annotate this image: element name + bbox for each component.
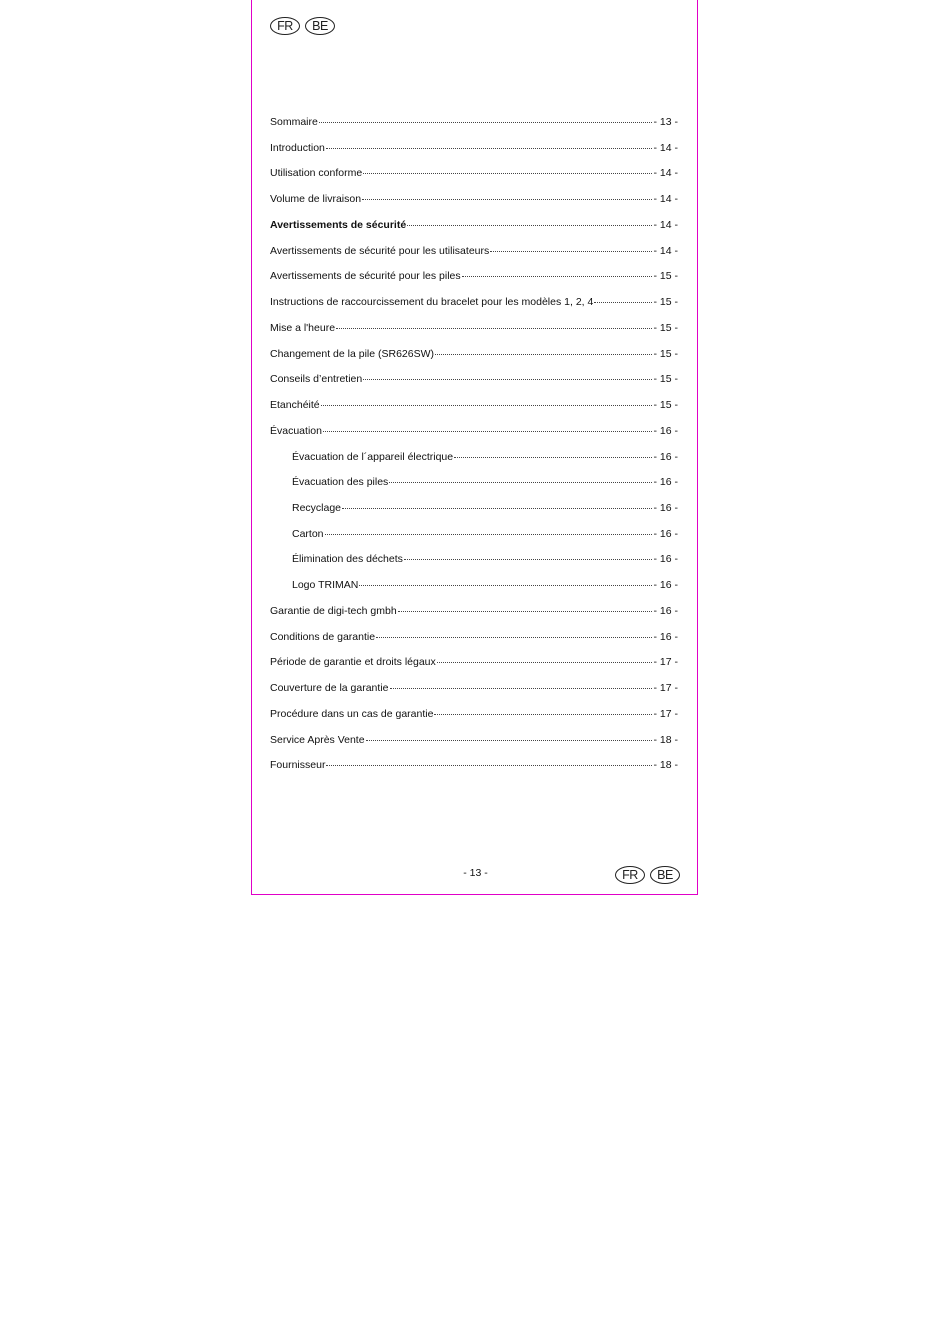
toc-entry[interactable]	[270, 631, 678, 657]
toc-dot-leader	[389, 482, 652, 483]
toc-entry-title: Recyclage	[292, 502, 342, 515]
toc-entry[interactable]	[270, 399, 678, 425]
toc-entry-title: Évacuation des piles	[292, 476, 389, 489]
toc-dot-leader	[398, 611, 653, 612]
toc-dot-leader	[437, 662, 653, 663]
toc-entry-title: Service Après Vente	[270, 733, 365, 746]
toc-entry-title: Période de garantie et droits légaux	[270, 656, 436, 669]
toc-entry-page: - 17 -	[653, 682, 678, 695]
toc-entry-title: Évacuation de l´appareil électrique	[292, 450, 454, 463]
toc-entry-page: - 16 -	[653, 450, 678, 463]
toc-dot-leader	[490, 251, 652, 252]
toc-entry-page: - 16 -	[653, 476, 678, 489]
toc-entry-page: - 18 -	[653, 733, 678, 746]
toc-entry-title: Changement de la pile (SR626SW)	[270, 347, 435, 360]
toc-entry-page: - 14 -	[653, 218, 678, 231]
toc-entry-title: Etanchéité	[270, 399, 320, 412]
toc-dot-leader	[594, 302, 652, 303]
toc-dot-leader	[454, 457, 652, 458]
toc-entry[interactable]	[270, 425, 678, 451]
toc-entry[interactable]	[270, 245, 678, 271]
toc-dot-leader	[326, 765, 652, 766]
toc-entry-page: - 16 -	[653, 579, 678, 592]
toc-entry-page: - 15 -	[653, 347, 678, 360]
toc-entry-page: - 16 -	[653, 553, 678, 566]
toc-entry-page: - 15 -	[653, 270, 678, 283]
toc-entry[interactable]	[270, 193, 678, 219]
toc-entry[interactable]	[270, 322, 678, 348]
toc-dot-leader	[434, 714, 652, 715]
toc-entry-page: - 15 -	[653, 373, 678, 386]
document-page	[251, 0, 698, 895]
toc-entry[interactable]	[270, 476, 678, 502]
toc-entry-page: - 14 -	[653, 141, 678, 154]
toc-dot-leader	[363, 173, 652, 174]
toc-entry[interactable]	[270, 759, 678, 785]
toc-entry-title: Sommaire	[270, 116, 318, 128]
toc-entry[interactable]	[270, 167, 678, 193]
toc-entry[interactable]	[270, 348, 678, 374]
toc-entry-title: Conseils d’entretien	[270, 373, 363, 386]
toc-entry-title: Carton	[292, 527, 324, 540]
toc-dot-leader	[323, 431, 653, 432]
toc-entry-page: - 18 -	[653, 759, 678, 772]
toc-dot-leader	[404, 559, 653, 560]
toc-entry[interactable]	[270, 579, 678, 605]
toc-dot-leader	[462, 276, 653, 277]
toc-dot-leader	[359, 585, 652, 586]
toc-dot-leader	[319, 122, 653, 123]
toc-entry[interactable]	[270, 708, 678, 734]
toc-entry[interactable]	[270, 296, 678, 322]
toc-entry[interactable]	[270, 270, 678, 296]
toc-entry-title: Volume de livraison	[270, 193, 362, 206]
toc-entry[interactable]	[270, 142, 678, 168]
toc-entry-page: - 14 -	[653, 167, 678, 180]
toc-entry-title: Avertissements de sécurité pour les utilisateurs	[270, 244, 490, 257]
toc-entry-page: - 15 -	[653, 296, 678, 309]
toc-dot-leader	[325, 534, 653, 535]
toc-entry[interactable]	[270, 373, 678, 399]
toc-entry[interactable]	[270, 528, 678, 554]
toc-entry-title: Mise a l'heure	[270, 321, 336, 334]
toc-entry-page: - 17 -	[653, 656, 678, 669]
toc-entry-page: - 16 -	[653, 527, 678, 540]
toc-entry[interactable]	[270, 553, 678, 579]
toc-entry[interactable]	[270, 656, 678, 682]
toc-entry-page: - 15 -	[653, 321, 678, 334]
toc-entry[interactable]	[270, 734, 678, 760]
toc-dot-leader	[435, 354, 652, 355]
toc-entry-title: Avertissements de sécurité pour les piles	[270, 270, 461, 283]
toc-entry-page: - 13 -	[653, 116, 678, 128]
toc-entry-page: - 14 -	[653, 193, 678, 206]
toc-dot-leader	[342, 508, 652, 509]
toc-dot-leader	[407, 225, 652, 226]
toc-entry-page: - 16 -	[653, 604, 678, 617]
toc-dot-leader	[336, 328, 652, 329]
toc-dot-leader	[363, 379, 652, 380]
toc-entry-title: Garantie de digi-tech gmbh	[270, 604, 397, 617]
toc-entry-page: - 17 -	[653, 707, 678, 720]
language-badge-fr: FR	[270, 17, 300, 35]
toc-entry[interactable]	[270, 116, 678, 142]
toc-entry-title: Utilisation conforme	[270, 167, 363, 180]
table-of-contents	[270, 116, 678, 785]
toc-entry-title: Instructions de raccourcissement du bracelet pour les modèles 1, 2, 4	[270, 296, 594, 309]
toc-entry-title: Conditions de garantie	[270, 630, 376, 643]
toc-entry-title: Procédure dans un cas de garantie	[270, 707, 434, 720]
language-badge-be: BE	[650, 866, 680, 884]
toc-entry[interactable]	[270, 502, 678, 528]
toc-dot-leader	[376, 637, 652, 638]
toc-entry-title: Évacuation	[270, 424, 322, 437]
toc-entry[interactable]	[270, 682, 678, 708]
toc-entry-page: - 16 -	[653, 424, 678, 437]
toc-entry-page: - 14 -	[653, 244, 678, 257]
toc-entry-title: Fournisseur	[270, 759, 326, 772]
header-language-badges	[270, 17, 335, 35]
footer-language-badges	[615, 866, 680, 884]
toc-dot-leader	[326, 148, 653, 149]
toc-dot-leader	[390, 688, 653, 689]
toc-entry-title: Couverture de la garantie	[270, 682, 389, 695]
toc-entry-page: - 16 -	[653, 630, 678, 643]
language-badge-be: BE	[305, 17, 335, 35]
page-number: - 13 -	[463, 867, 488, 879]
toc-entry-title: Logo TRIMAN	[292, 579, 359, 592]
toc-entry[interactable]	[270, 451, 678, 477]
toc-entry[interactable]	[270, 219, 678, 245]
toc-entry-page: - 16 -	[653, 502, 678, 515]
toc-dot-leader	[366, 740, 653, 741]
toc-entry-title: Avertissements de sécurité	[270, 218, 407, 231]
toc-entry[interactable]	[270, 605, 678, 631]
toc-dot-leader	[321, 405, 653, 406]
toc-entry-page: - 15 -	[653, 399, 678, 412]
toc-entry-title: Introduction	[270, 141, 325, 154]
language-badge-fr: FR	[615, 866, 645, 884]
toc-dot-leader	[362, 199, 652, 200]
toc-entry-title: Élimination des déchets	[292, 553, 403, 566]
